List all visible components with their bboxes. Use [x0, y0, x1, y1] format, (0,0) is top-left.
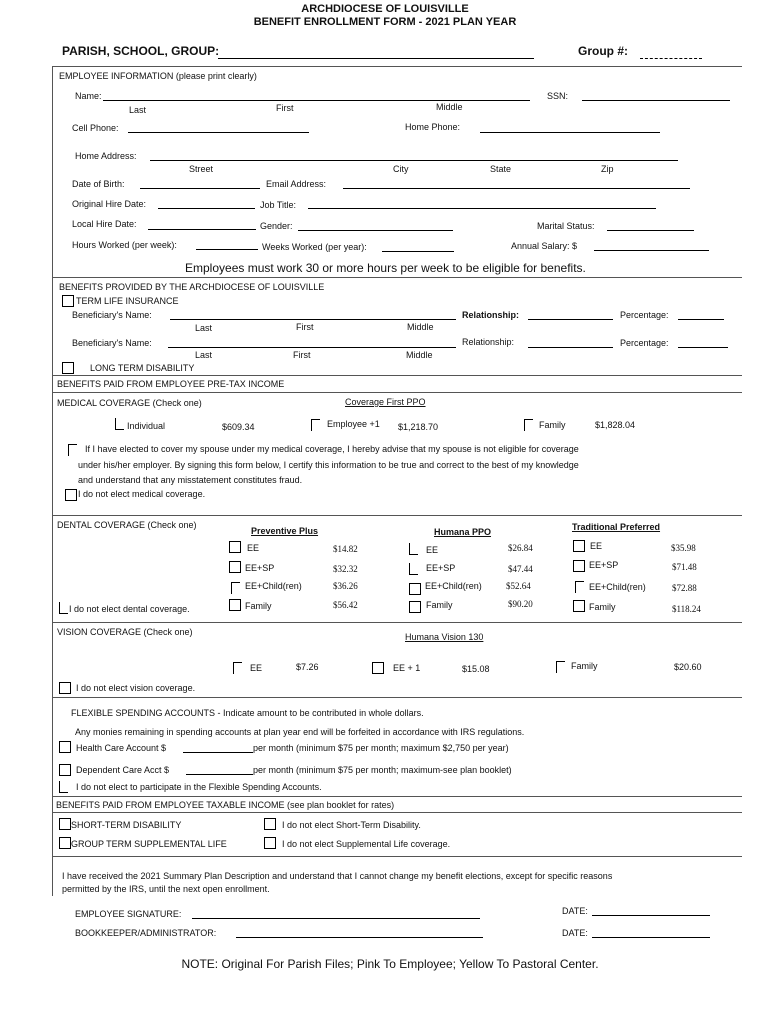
- beneficiary1-first-caption: First: [296, 322, 314, 332]
- fsa-health-label: Health Care Account $: [76, 743, 167, 753]
- medical-individual-checkbox[interactable]: [115, 418, 124, 430]
- form-title: BENEFIT ENROLLMENT FORM - 2021 PLAN YEAR: [253, 16, 517, 28]
- dob-label: Date of Birth:: [72, 179, 125, 189]
- beneficiary1-middle-caption: Middle: [407, 322, 434, 332]
- beneficiary1-last-caption: Last: [195, 323, 213, 333]
- beneficiary2-input[interactable]: [168, 347, 456, 348]
- dental-p1-eesp-label: EE+SP: [245, 563, 275, 573]
- divider: [52, 697, 742, 698]
- email-input[interactable]: [343, 188, 690, 189]
- dental-p1-ee-label: EE: [247, 543, 260, 553]
- fsa-dependent-terms: per month (minimum $75 per month; maximum-see plan booklet): [253, 765, 512, 775]
- fsa-decline-label: I do not elect to participate in the Flexible Spending Accounts.: [76, 782, 322, 792]
- dental-p1-family-label: Family: [245, 601, 272, 611]
- cell-phone-label: Cell Phone:: [72, 123, 119, 133]
- org-title: ARCHDIOCESE OF LOUISVILLE: [301, 3, 469, 15]
- bookkeeper-date-input[interactable]: [592, 937, 710, 938]
- medical-employee-plus1-checkbox[interactable]: [311, 419, 320, 431]
- percentage2-input[interactable]: [678, 347, 728, 348]
- vision-ee1-label: EE + 1: [393, 663, 421, 673]
- dental-p1-child-checkbox[interactable]: [231, 582, 240, 594]
- ltd-label: LONG TERM DISABILITY: [90, 363, 195, 373]
- medical-decline-checkbox[interactable]: [65, 489, 77, 501]
- vision-ee-label: EE: [250, 663, 263, 673]
- beneficiary2-label: Beneficiary's Name:: [72, 338, 152, 348]
- bookkeeper-input[interactable]: [236, 937, 483, 938]
- vision-decline-checkbox[interactable]: [59, 682, 71, 694]
- beneficiary1-input[interactable]: [170, 319, 456, 320]
- medical-individual-label: Individual: [127, 421, 166, 431]
- std-label: SHORT-TERM DISABILITY: [71, 820, 182, 830]
- gtsl-checkbox[interactable]: [59, 837, 71, 849]
- home-phone-label: Home Phone:: [405, 122, 461, 132]
- bookkeeper-label: BOOKKEEPER/ADMINISTRATOR:: [75, 928, 217, 938]
- original-hire-label: Original Hire Date:: [72, 199, 147, 209]
- dental-p1-child-price: $36.26: [333, 581, 358, 591]
- vision-title: VISION COVERAGE (Check one): [57, 627, 193, 637]
- spouse-attestation-line2: under his/her employer. By signing this form below, I certify this information to be true and correct to the best of my knowledge: [78, 460, 579, 470]
- medical-family-checkbox[interactable]: [524, 419, 533, 431]
- employee-section-title: EMPLOYEE INFORMATION (please print clearly): [59, 71, 257, 81]
- name-label: Name:: [75, 91, 102, 101]
- dental-decline-checkbox[interactable]: [59, 602, 68, 614]
- vision-family-price: $20.60: [674, 662, 702, 672]
- medical-title: MEDICAL COVERAGE (Check one): [57, 398, 202, 408]
- vision-ee-price: $7.26: [296, 662, 319, 672]
- medical-employee-plus1-price: $1,218.70: [398, 422, 439, 432]
- ltd-checkbox[interactable]: [62, 362, 74, 374]
- address-input[interactable]: [150, 160, 678, 161]
- dental-p3-child-label: EE+Child(ren): [589, 582, 646, 592]
- parish-input[interactable]: [218, 58, 534, 59]
- dental-p3-eesp-checkbox[interactable]: [573, 560, 585, 572]
- marital-input[interactable]: [607, 230, 694, 231]
- fsa-health-amount-input[interactable]: [183, 752, 253, 753]
- dental-p1-ee-price: $14.82: [333, 544, 358, 554]
- divider: [52, 277, 742, 278]
- beneficiary2-first-caption: First: [293, 350, 311, 360]
- dental-p1-family-price: $56.42: [333, 600, 358, 610]
- parish-label: PARISH, SCHOOL, GROUP:: [62, 44, 220, 58]
- dental-plan1-name: Preventive Plus: [251, 526, 319, 536]
- ssn-label: SSN:: [547, 91, 569, 101]
- dental-p3-ee-checkbox[interactable]: [573, 540, 585, 552]
- medical-employee-plus1-label: Employee +1: [327, 419, 380, 429]
- dental-p2-ee-checkbox[interactable]: [409, 543, 418, 555]
- pretax-section-title: BENEFITS PAID FROM EMPLOYEE PRE-TAX INCOME: [57, 379, 285, 389]
- dental-p2-ee-price: $26.84: [508, 543, 533, 553]
- weeks-input[interactable]: [382, 251, 454, 252]
- vision-family-checkbox[interactable]: [556, 661, 565, 673]
- divider: [52, 856, 742, 857]
- dental-p2-eesp-price: $47.44: [508, 564, 533, 574]
- employee-date-label: DATE:: [562, 906, 588, 916]
- beneficiary2-last-caption: Last: [195, 350, 213, 360]
- fsa-title: FLEXIBLE SPENDING ACCOUNTS - Indicate amount to be contributed in whole dollars.: [71, 708, 424, 718]
- divider: [52, 622, 742, 623]
- cell-phone-input[interactable]: [128, 132, 309, 133]
- dental-p1-ee-checkbox[interactable]: [229, 541, 241, 553]
- divider: [52, 515, 742, 516]
- vision-plan-name: Humana Vision 130: [405, 632, 484, 642]
- dental-p2-family-price: $90.20: [508, 599, 533, 609]
- gtsl-decline-checkbox[interactable]: [264, 837, 276, 849]
- marital-label: Marital Status:: [537, 221, 595, 231]
- job-title-input[interactable]: [308, 208, 656, 209]
- gender-input[interactable]: [298, 230, 453, 231]
- relationship1-label: Relationship:: [462, 310, 520, 320]
- hours-input[interactable]: [196, 249, 258, 250]
- hours-label: Hours Worked (per week):: [72, 240, 177, 250]
- medical-decline-label: I do not elect medical coverage.: [78, 489, 206, 499]
- std-decline-label: I do not elect Short-Term Disability.: [282, 820, 421, 830]
- name-last-caption: Last: [129, 105, 147, 115]
- medical-family-label: Family: [539, 420, 566, 430]
- percentage1-input[interactable]: [678, 319, 724, 320]
- name-input[interactable]: [103, 100, 530, 101]
- address-label: Home Address:: [75, 151, 137, 161]
- vision-family-label: Family: [571, 661, 598, 671]
- medical-family-price: $1,828.04: [595, 420, 636, 430]
- percentage2-label: Percentage:: [620, 338, 669, 348]
- street-caption: Street: [189, 164, 214, 174]
- dental-p2-child-label: EE+Child(ren): [425, 581, 482, 591]
- weeks-label: Weeks Worked (per year):: [262, 242, 367, 252]
- city-caption: City: [393, 164, 409, 174]
- std-decline-checkbox[interactable]: [264, 818, 276, 830]
- dental-p3-family-label: Family: [589, 602, 616, 612]
- dental-p3-family-price: $118.24: [672, 604, 701, 614]
- divider: [52, 796, 742, 797]
- employee-date-input[interactable]: [592, 915, 710, 916]
- name-first-caption: First: [276, 103, 294, 113]
- employee-signature-label: EMPLOYEE SIGNATURE:: [75, 909, 182, 919]
- name-middle-caption: Middle: [436, 102, 463, 112]
- local-hire-label: Local Hire Date:: [72, 219, 137, 229]
- vision-decline-label: I do not elect vision coverage.: [76, 683, 196, 693]
- dental-p3-eesp-price: $71.48: [672, 562, 697, 572]
- dental-p3-ee-price: $35.98: [671, 543, 696, 553]
- fsa-decline-checkbox[interactable]: [59, 781, 68, 793]
- vision-ee1-price: $15.08: [462, 664, 490, 674]
- distribution-note: NOTE: Original For Parish Files; Pink To Employee; Yellow To Pastoral Center.: [181, 957, 599, 971]
- term-life-checkbox[interactable]: [62, 295, 74, 307]
- relationship1-input[interactable]: [528, 319, 613, 320]
- dental-p1-child-label: EE+Child(ren): [245, 581, 302, 591]
- dental-p3-child-checkbox[interactable]: [575, 581, 584, 593]
- dental-p3-eesp-label: EE+SP: [589, 560, 619, 570]
- dental-plan3-name: Traditional Preferred: [572, 522, 661, 532]
- medical-individual-price: $609.34: [222, 422, 255, 432]
- fsa-health-terms: per month (minimum $75 per month; maximum $2,750 per year): [253, 743, 509, 753]
- taxable-section-title: BENEFITS PAID FROM EMPLOYEE TAXABLE INCOME (see plan booklet for rates): [56, 800, 395, 810]
- dental-p1-eesp-price: $32.32: [333, 564, 358, 574]
- dental-p3-family-checkbox[interactable]: [573, 600, 585, 612]
- dental-p2-family-label: Family: [426, 600, 453, 610]
- group-label: Group #:: [578, 44, 628, 58]
- salary-label: Annual Salary: $: [511, 241, 578, 251]
- dental-p2-child-checkbox[interactable]: [409, 583, 421, 595]
- vision-ee-checkbox[interactable]: [233, 662, 242, 674]
- dental-p2-ee-label: EE: [426, 545, 439, 555]
- fsa-dependent-label: Dependent Care Acct $: [76, 765, 170, 775]
- eligibility-note: Employees must work 30 or more hours per week to be eligible for benefits.: [185, 261, 586, 275]
- dental-plan2-name: Humana PPO: [434, 527, 492, 537]
- fsa-forfeit-note: Any monies remaining in spending accounts at plan year end will be forfeited in accordance with IRS regulations.: [75, 727, 525, 737]
- gtsl-decline-label: I do not elect Supplemental Life coverage.: [282, 839, 451, 849]
- bookkeeper-date-label: DATE:: [562, 928, 588, 938]
- salary-input[interactable]: [594, 250, 709, 251]
- spouse-attestation-line3: and understand that any misstatement constitutes fraud.: [78, 475, 303, 485]
- frame-left: [52, 66, 53, 896]
- local-hire-input[interactable]: [148, 229, 256, 230]
- gtsl-label: GROUP TERM SUPPLEMENTAL LIFE: [71, 839, 227, 849]
- dental-p3-ee-label: EE: [590, 541, 603, 551]
- dental-p2-eesp-checkbox[interactable]: [409, 563, 418, 575]
- std-checkbox[interactable]: [59, 818, 71, 830]
- original-hire-input[interactable]: [158, 208, 255, 209]
- divider: [52, 392, 742, 393]
- fsa-health-checkbox[interactable]: [59, 741, 71, 753]
- dental-p1-family-checkbox[interactable]: [229, 599, 241, 611]
- vision-ee1-checkbox[interactable]: [372, 662, 384, 674]
- spouse-attestation-checkbox[interactable]: [68, 444, 77, 456]
- fsa-dependent-checkbox[interactable]: [59, 764, 71, 776]
- frame-top: [52, 66, 742, 67]
- ack-line1: I have received the 2021 Summary Plan Description and understand that I cannot change my benefit elections, except for specific reasons: [62, 871, 613, 881]
- dental-p1-eesp-checkbox[interactable]: [229, 561, 241, 573]
- provided-section-title: BENEFITS PROVIDED BY THE ARCHDIOCESE OF LOUISVILLE: [59, 282, 325, 292]
- dental-title: DENTAL COVERAGE (Check one): [57, 520, 197, 530]
- group-input[interactable]: [640, 58, 702, 59]
- divider: [52, 812, 742, 813]
- ack-line2: permitted by the IRS, until the next open enrollment.: [62, 884, 270, 894]
- gender-label: Gender:: [260, 221, 293, 231]
- fsa-dependent-amount-input[interactable]: [186, 774, 253, 775]
- job-title-label: Job Title:: [260, 200, 297, 210]
- dob-input[interactable]: [140, 188, 260, 189]
- medical-plan-name: Coverage First PPO: [345, 397, 426, 407]
- employee-signature-input[interactable]: [192, 918, 480, 919]
- beneficiary2-middle-caption: Middle: [406, 350, 433, 360]
- email-label: Email Address:: [266, 179, 327, 189]
- term-life-label: TERM LIFE INSURANCE: [76, 296, 179, 306]
- spouse-attestation-line1: If I have elected to cover my spouse under my medical coverage, I hereby advise that my spouse is not eligible for coverage: [85, 444, 579, 454]
- percentage1-label: Percentage:: [620, 310, 669, 320]
- relationship2-label: Relationship:: [462, 337, 515, 347]
- home-phone-input[interactable]: [480, 132, 660, 133]
- zip-caption: Zip: [601, 164, 614, 174]
- state-caption: State: [490, 164, 512, 174]
- ssn-input[interactable]: [582, 100, 730, 101]
- dental-decline-label: I do not elect dental coverage.: [69, 604, 190, 614]
- dental-p3-child-price: $72.88: [672, 583, 697, 593]
- dental-p2-eesp-label: EE+SP: [426, 563, 456, 573]
- dental-p2-child-price: $52.64: [506, 581, 531, 591]
- beneficiary1-label: Beneficiary's Name:: [72, 310, 152, 320]
- divider: [52, 375, 742, 376]
- relationship2-input[interactable]: [528, 347, 613, 348]
- dental-p2-family-checkbox[interactable]: [409, 601, 421, 613]
